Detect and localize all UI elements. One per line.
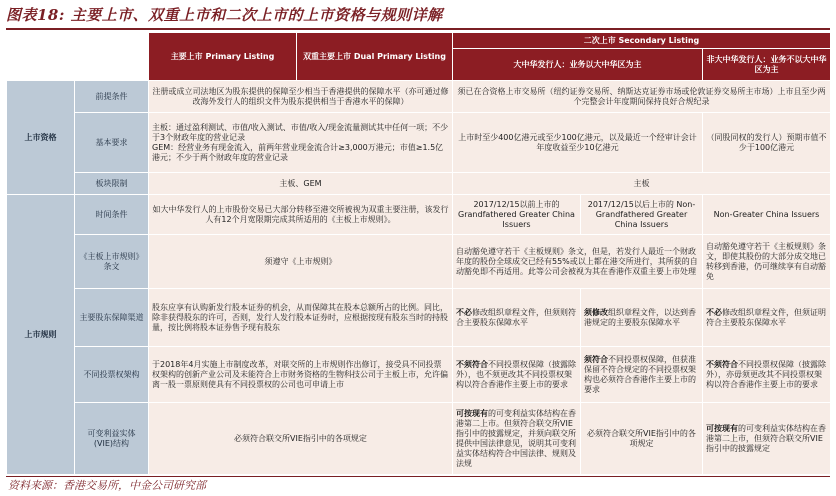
row-label-wvr: 不同投票权架构 bbox=[75, 347, 149, 403]
category-listing-qualification: 上市资格 bbox=[7, 81, 75, 195]
row-pre-conditions bbox=[7, 81, 831, 113]
header-gc-issuer: 大中华发行人：业务以大中华区为主 bbox=[453, 49, 703, 81]
row-label-pre-conditions: 前提条件 bbox=[75, 81, 149, 113]
listing-rules-table bbox=[6, 32, 831, 475]
wvr-gc-before bbox=[453, 347, 581, 403]
keyword: 可按现有 bbox=[456, 408, 488, 418]
board-secondary: 主板 bbox=[453, 173, 831, 195]
shareholder-protection-primary-dual: 股东应享有认购新发行股本证券的机会，从而保障其在股本总额所占的比例。同比，除非获得股东的许可，否则，发行人发行股本证券时，应根据按现有股东当时的持股量，按比例将股本证券售予现有股东 bbox=[149, 289, 453, 347]
keyword: 可按现有 bbox=[706, 423, 738, 433]
row-label-time: 时间条件 bbox=[75, 195, 149, 235]
row-shareholder-protection bbox=[7, 289, 831, 347]
cell-text: 不同投票权保障，但获准保留不符合规定的不同投票权架构也必须符合香港作主要上市的要求 bbox=[584, 354, 696, 394]
basic-requirements-primary-dual: 主板：通过盈利测试、市值/收入测试、市值/收入/现金流量测试其中任何一项；不少于3个财政年度的营业记录 GEM：经营业务有现金流入，前两年营业现金流合计≥3,000万港元；市值≥1.5亿港元；不少于两个财政年度的营业记录 bbox=[149, 113, 453, 173]
cell-text: 修改组织章程文件，但须则符合主要股东保障水平 bbox=[456, 307, 576, 327]
board-primary-dual: 主板、GEM bbox=[149, 173, 453, 195]
row-vie bbox=[7, 403, 831, 475]
keyword: 须符合 bbox=[584, 354, 608, 364]
cell-text: 的可变利益实体结构在香港第二上市。但须符合联交所VIE指引中的披露规定，并须向联交所提供中国法律意见，说明其可变利益实体结构符合中国法律、规则及法规 bbox=[456, 408, 576, 468]
time-non-gc: Non-Greater China Issuers bbox=[703, 195, 831, 235]
row-wvr bbox=[7, 347, 831, 403]
row-basic-requirements bbox=[7, 113, 831, 173]
title-divider bbox=[6, 28, 830, 30]
pre-conditions-primary-dual: 注册或成立司法地区为股东提供的保障至少相当于香港提供的保障水平（亦可通过修改海外发行人的组织文件为股东提供相当于香港水平的保障） bbox=[149, 81, 453, 113]
keyword: 须修改 bbox=[584, 307, 608, 317]
header-blank bbox=[7, 33, 149, 81]
keyword: 不必 bbox=[706, 307, 722, 317]
pre-conditions-secondary: 须已在合资格上市交易所（纽约证券交易所、纳斯达克证券市场或伦敦证券交易所主市场）上市且至少两个完整会计年度期间保持良好合规纪录 bbox=[453, 81, 831, 113]
wvr-primary-dual: 于2018年4月实施上市制度改革，对联交所的上市规则作出修订，接受具不同投票权架构的创新产业公司及未能符合上市财务资格的生物科技公司于主板上市，允许偏离一股一票原则使具有不同投票权的公司也可申请上市 bbox=[149, 347, 453, 403]
wvr-gc-after bbox=[581, 347, 703, 403]
shareholder-protection-gc-after bbox=[581, 289, 703, 347]
wvr-non-gc bbox=[703, 347, 831, 403]
basic-requirements-non-gc: （同股同权的发行人）预期市值不少于100亿港元 bbox=[703, 113, 831, 173]
main-board-rules-primary-dual: 须遵守《上市规则》 bbox=[149, 235, 453, 289]
time-gc-before: 2017/12/15以前上市的 Grandfathered Greater China Issuers bbox=[453, 195, 581, 235]
header-secondary: 二次上市 Secondary Listing bbox=[453, 33, 831, 49]
row-label-board: 板块限制 bbox=[75, 173, 149, 195]
row-board bbox=[7, 173, 831, 195]
basic-requirements-gc: 上市时至少400亿港元或至少100亿港元，以及最近一个经审计会计年度收益至少10亿港元 bbox=[453, 113, 703, 173]
row-label-main-board-rules: 《主板上市规则》条文 bbox=[75, 235, 149, 289]
header-dual: 双重主要上市 Dual Primary Listing bbox=[297, 33, 453, 81]
header-primary: 主要上市 Primary Listing bbox=[149, 33, 297, 81]
cell-text: 不同投票权保障（披露除外），也不须更改其不同投票权架构以符合香港作主要上市的要求 bbox=[456, 359, 576, 389]
vie-gc-before bbox=[453, 403, 581, 475]
cell-text: 组织章程文件，以达到香港规定的主要股东保障水平 bbox=[584, 307, 696, 327]
keyword: 不须符合 bbox=[456, 359, 488, 369]
vie-primary-dual: 必须符合联交所VIE指引中的各项规定 bbox=[149, 403, 453, 475]
cell-text: 不同投票权保障（披露除外），亦毋须更改其不同投票权架构以符合香港作主要上市的要求 bbox=[706, 359, 826, 389]
footer-divider bbox=[6, 476, 830, 477]
row-label-basic-requirements: 基本要求 bbox=[75, 113, 149, 173]
header-non-gc-issuer: 非大中华发行人：业务不以大中华区为主 bbox=[703, 49, 831, 81]
shareholder-protection-non-gc bbox=[703, 289, 831, 347]
vie-gc-after: 必须符合联交所VIE指引中的各项规定 bbox=[581, 403, 703, 475]
shareholder-protection-gc-before bbox=[453, 289, 581, 347]
time-primary-dual: 如大中华发行人的上市股份交易已大部分转移至港交所被视为双重主要注册，该发行人有12个月宽限期完成其所适用的《主板上市规则》。 bbox=[149, 195, 453, 235]
keyword: 不必 bbox=[456, 307, 472, 317]
main-board-rules-gc: 自动豁免遵守若干《主板规则》条文，但是，若发行人最近一个财政年度的股份全球成交已经有55%或以上都在港交所进行，其所获的自动豁免即不再适用。此等公司会被视为其在香港作双重主要上市处理 bbox=[453, 235, 703, 289]
row-time bbox=[7, 195, 831, 235]
cell-text: 的可变利益实体结构在香港第二上市，但须符合联交所VIE指引中的披露规定 bbox=[706, 423, 826, 453]
row-label-vie: 可变利益实体(VIE)结构 bbox=[75, 403, 149, 475]
header-row-1 bbox=[7, 33, 831, 49]
category-listing-rules: 上市规则 bbox=[7, 195, 75, 475]
main-board-rules-non-gc: 自动豁免遵守若干《主板规则》条文，即使其股份的大部分成交地已转移到香港，仍可继续享有自动豁免 bbox=[703, 235, 831, 289]
figure-title: 图表18: 主要上市、双重上市和二次上市的上市资格与规则详解 bbox=[6, 6, 443, 24]
time-gc-after: 2017/12/15以后上市的 Non-Grandfathered Greater China Issuers bbox=[581, 195, 703, 235]
source-note: 资料来源：香港交易所，中金公司研究部 bbox=[8, 479, 206, 492]
cell-text: 修改组织章程文件，但须证明符合主要股东保障水平 bbox=[706, 307, 826, 327]
row-main-board-rules bbox=[7, 235, 831, 289]
keyword: 不须符合 bbox=[706, 359, 738, 369]
row-label-shareholder-protection: 主要股东保障渠道 bbox=[75, 289, 149, 347]
vie-non-gc bbox=[703, 403, 831, 475]
